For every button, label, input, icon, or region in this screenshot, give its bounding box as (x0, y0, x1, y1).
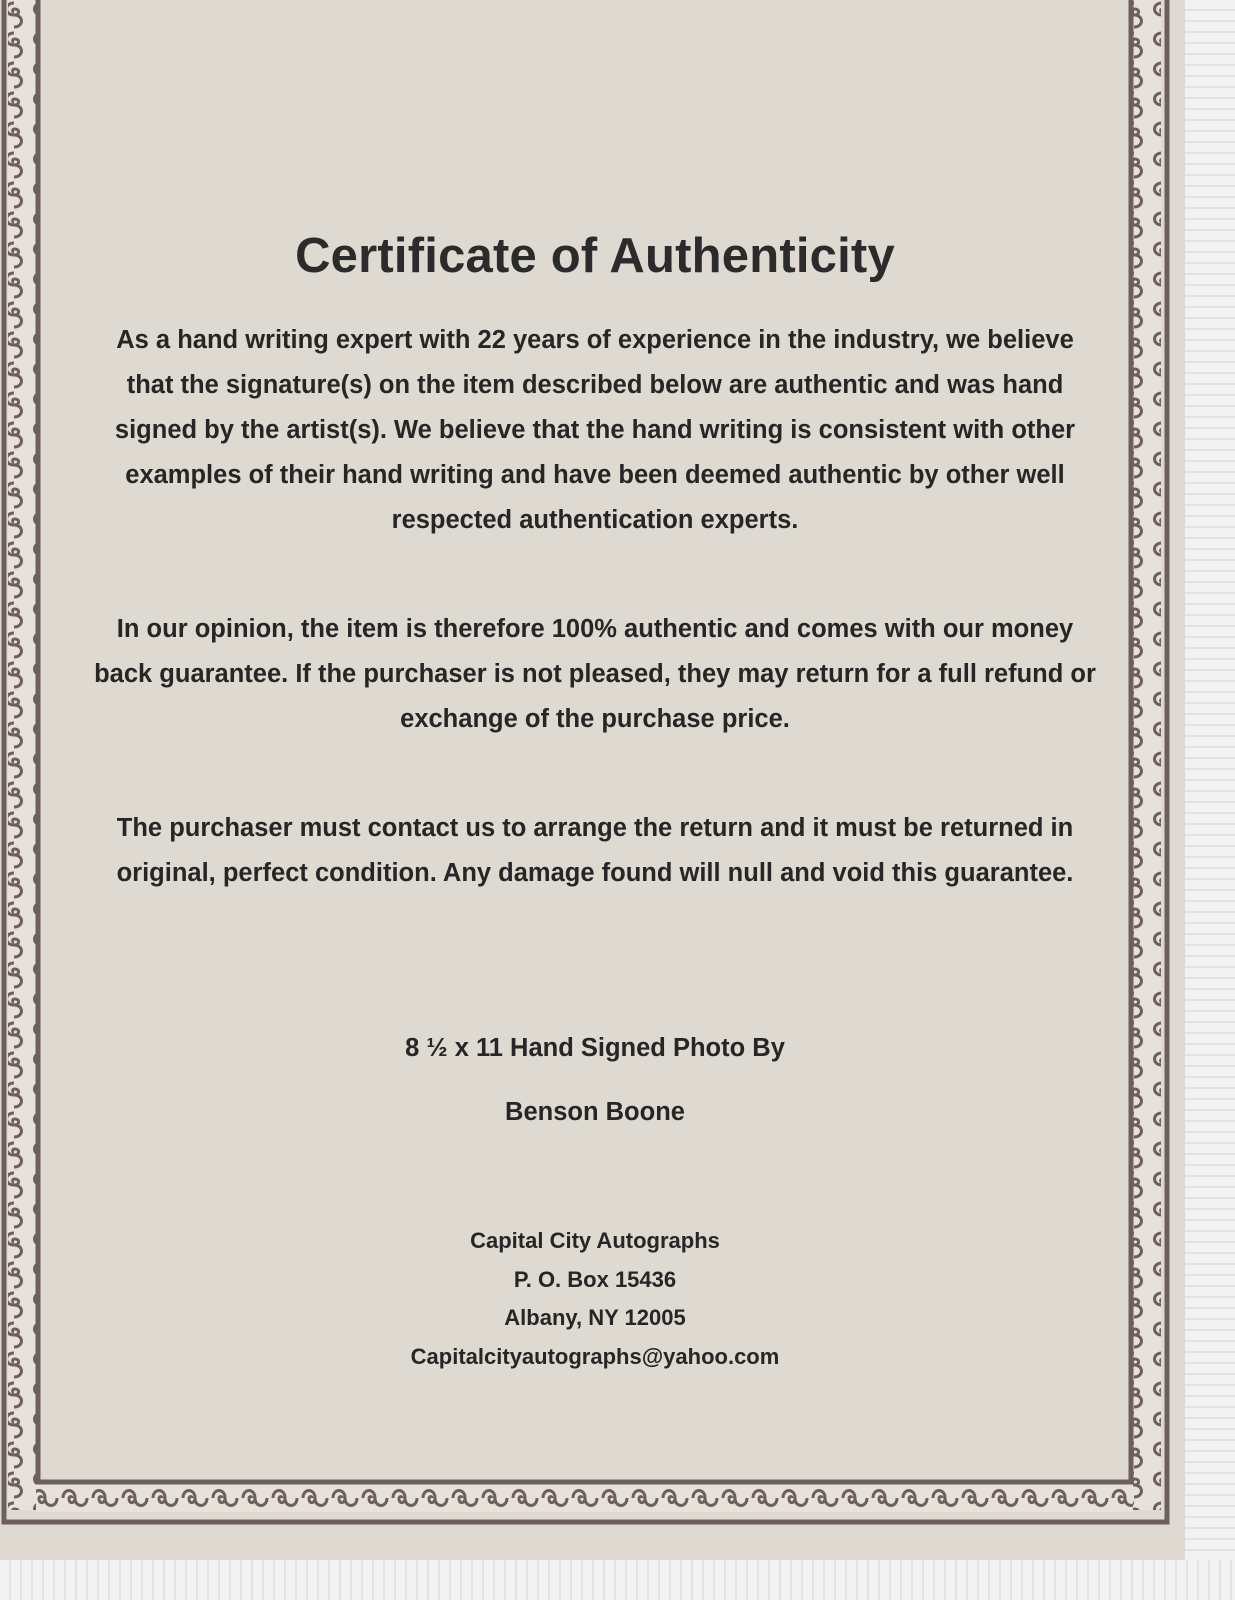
return-conditions-statement: The purchaser must contact us to arrange the return and it must be returned in original, perfect condition. Any damage found will null and void this guarantee. (116, 814, 1074, 887)
contact-email: Capitalcityautographs@yahoo.com (410, 1343, 780, 1369)
authenticity-statement: As a hand writing expert with 22 years of experience in the industry, we believe that the signature(s) on the item described below are authentic and was hand signed by the artist(s). We believe that the hand writing is consistent with other examples of their hand writing and have been deemed authentic by other well respected authentication experts. (114, 326, 1076, 534)
plastic-sleeve-bottom-edge (0, 1560, 1235, 1600)
plastic-sleeve-edge (1184, 0, 1235, 1600)
company-address-block (70, 1222, 1120, 1376)
page-title: Certificate of Authenticity (295, 229, 895, 283)
company-name: Capital City Autographs (470, 1228, 720, 1253)
item-description: 8 ½ x 11 Hand Signed Photo By (405, 1034, 785, 1062)
guarantee-statement: In our opinion, the item is therefore 100% authentic and comes with our money back guarantee. If the purchaser is not pleased, they may return for a full refund or exchange of the purchase price. (94, 615, 1096, 733)
po-box: P. O. Box 15436 (513, 1266, 677, 1292)
city-state-zip: Albany, NY 12005 (504, 1305, 686, 1330)
artist-name: Benson Boone (505, 1098, 685, 1126)
